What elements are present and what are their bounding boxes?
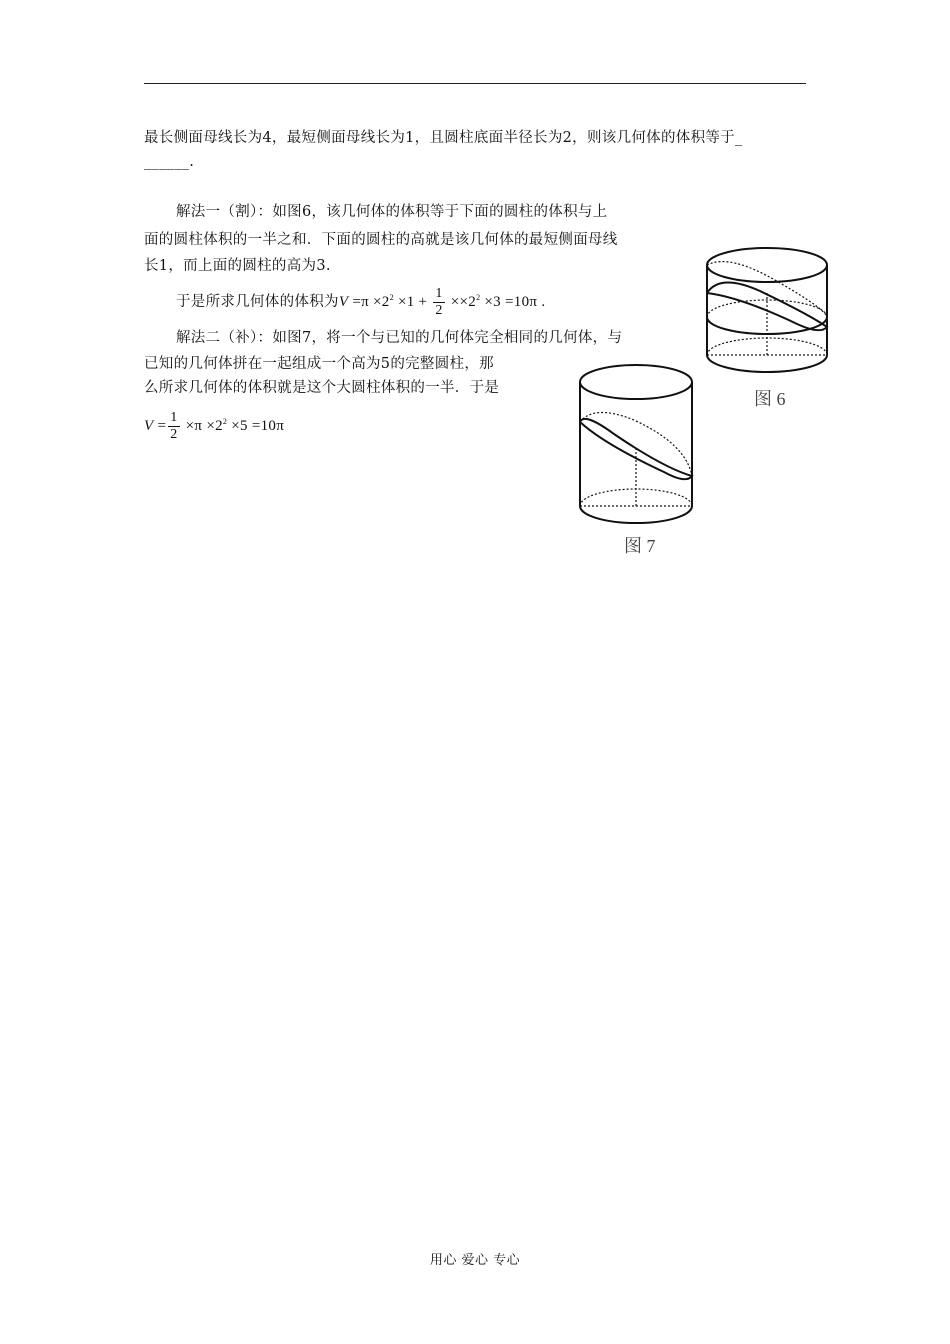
method1-line-2: 面的圆柱体积的一半之和．下面的圆柱的高就是该几何体的最短侧面母线 (144, 232, 618, 248)
formula-part: ×π ×2 (181, 418, 223, 434)
method1-formula-intro: 于是所求几何体的体积为 (176, 294, 339, 310)
fraction (433, 286, 444, 319)
method2-line-1: 解法二（补）：如图7，将一个与已知的几何体完全相同的几何体，与 (176, 330, 623, 346)
formula-part: ×3 =10π . (480, 294, 546, 310)
method2-line-3: 么所求几何体的体积就是这个大圆柱体积的一半．于是 (144, 380, 500, 396)
method1-formula (338, 286, 546, 319)
formula-part: ×5 =10π (227, 418, 285, 434)
exponent: 2 (389, 293, 394, 302)
figure-7-caption: 图 7 (624, 536, 656, 556)
fraction-numerator: 1 (435, 286, 443, 302)
fig7-bottom-front (580, 506, 692, 523)
figure-6-caption: 图 6 (754, 389, 786, 409)
problem-line-1: 最长侧面母线长为4，最短侧面母线长为1，且圆柱底面半径长为2，则该几何体的体积等于_ (144, 130, 743, 146)
figure-6-cylinder-diagram (700, 243, 834, 381)
method1-line-3: 长1，而上面的圆柱的高为3. (144, 258, 331, 274)
exponent: 2 (222, 417, 228, 426)
exponent: 2 (476, 293, 481, 302)
formula-part: =π ×2 (348, 294, 390, 310)
fig6-bottom-front (707, 355, 827, 372)
volume-symbol: V (338, 294, 349, 310)
fig6-top-ellipse (707, 248, 827, 282)
method1-line-1: 解法一（割）：如图6，该几何体的体积等于下面的圆柱的体积与上 (176, 204, 608, 220)
formula-part: ××2 (446, 294, 477, 310)
fraction (168, 410, 179, 443)
formula-part: = (153, 418, 167, 434)
formula-part: ×1 + (393, 294, 432, 310)
problem-line-2: ______. (144, 154, 195, 170)
header-rule (144, 83, 806, 84)
method1-formula-line (176, 280, 545, 320)
fig7-top-ellipse (580, 365, 692, 399)
figure-7-cylinder-diagram (574, 360, 698, 526)
fraction-denominator: 2 (170, 427, 178, 443)
method2-formula (144, 402, 284, 446)
method2-line-2: 已知的几何体拼在一起组成一个高为5的完整圆柱，那 (144, 356, 494, 372)
page-footer: 用心 爱心 专心 (429, 1253, 521, 1268)
fig6-upper-slant-dashed (707, 262, 827, 317)
fraction-denominator: 2 (435, 303, 443, 319)
fraction-numerator: 1 (170, 410, 178, 426)
volume-symbol: V (144, 418, 154, 434)
